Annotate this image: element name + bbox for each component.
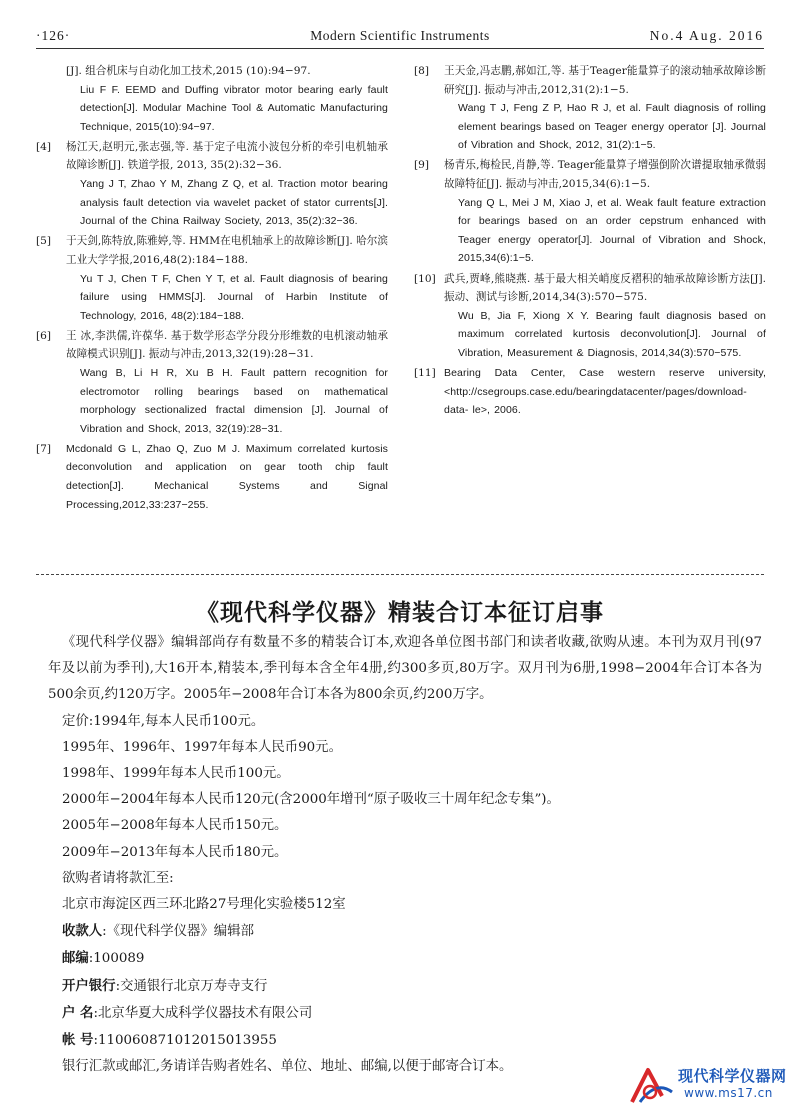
site-watermark xyxy=(626,1062,796,1108)
reference-number: [8] xyxy=(414,65,430,77)
journal-name: Modern Scientific Instruments xyxy=(310,28,490,43)
dashed-divider xyxy=(36,574,764,575)
payee-label: 收款人 xyxy=(62,923,103,940)
reference-number: [7] xyxy=(36,442,52,455)
price-line: 1998年、1999年每本人民币100元。 xyxy=(62,766,290,782)
remit-intro: 欲购者请将款汇至: xyxy=(62,870,174,886)
reference-entry xyxy=(414,62,766,155)
account-name-value: :北京华夏大成科学仪器技术有限公司 xyxy=(93,1005,313,1021)
subscription-notice xyxy=(48,630,762,1080)
watermark-logo-icon xyxy=(626,1062,676,1108)
reference-number: [11] xyxy=(414,367,436,379)
reference-number: [9] xyxy=(414,159,430,172)
reference-en: Liu F F. EEMD and Duffing vibrator motor bearing early fault detection[J]. Modular Machine Tool & Automatic Manufacturing Technique, 2015(10):94−97. xyxy=(80,83,388,133)
reference-number: [6] xyxy=(36,329,52,342)
page-number: ·126· xyxy=(36,28,71,43)
reference-zh: 武兵,贾峰,熊晓燕. 基于最大相关峭度反褶积的轴承故障诊断方法[J]. 振动、测试与诊断,2014,34(3):570−575. xyxy=(444,272,766,304)
payee-line xyxy=(48,918,762,945)
bank-label: 开户银行 xyxy=(62,977,116,994)
reference-en: Yang J T, Zhao Y M, Zhang Z Q, et al. Traction motor bearing analysis fault detection via wavelet packet of stator currents[J]. Journal of the China Railway Society, 2013, 35(2):32−36. xyxy=(80,178,388,228)
price-line: 2005年−2008年每本人民币150元。 xyxy=(62,818,288,834)
address-line: 北京市海淀区西三环北路27号理化实验楼512室 xyxy=(62,897,346,913)
reference-en: Yang Q L, Mei J M, Xiao J, et al. Weak fault feature extraction for bearings based on an order cepstrum enhanced with Teager energy operator[J]. Journal of Vibration and Shock, 2015,34(6):1−5. xyxy=(458,196,766,265)
price-line: 2009年−2013年每本人民币180元。 xyxy=(62,844,288,860)
bank-line xyxy=(48,973,762,1000)
reference-en: Mcdonald G L, Zhao Q, Zuo M J. Maximum correlated kurtosis deconvolution and application on gear tooth chip fault detection[J]. Mechanical Systems and Signal Processing,2012,33:237−255. xyxy=(66,442,388,511)
account-number-label: 帐 号 xyxy=(62,1032,94,1049)
reference-number xyxy=(36,62,66,136)
account-number-value: :110060871012015013955 xyxy=(93,1033,277,1049)
reference-zh: 杨江天,赵明元,张志强,等. 基于定子电流小波包分析的牵引电机轴承故障诊断[J]. 铁道学报, 2013, 35(2):32−36. xyxy=(66,140,388,172)
account-name-label: 户 名 xyxy=(62,1004,94,1021)
price-line: 定价:1994年,每本人民币100元。 xyxy=(62,713,265,729)
watermark-url: www.ms17.cn xyxy=(684,1086,773,1100)
reference-zh: [J]. 组合机床与自动化加工技术,2015 (10):94−97. xyxy=(66,65,311,77)
references-left-column xyxy=(36,62,388,516)
account-number-line xyxy=(48,1027,762,1054)
reference-entry xyxy=(36,232,388,325)
reference-number: [5] xyxy=(36,235,52,248)
reference-zh: 杨青乐,梅检民,肖静,等. Teager能量算子增强倒阶次谱提取轴承微弱故障特征[J]. 振动与冲击,2015,34(6):1−5. xyxy=(444,159,766,191)
price-line: 1995年、1996年、1997年每本人民币90元。 xyxy=(62,739,342,755)
postcode-value: :100089 xyxy=(88,951,145,967)
payee-value: :《现代科学仪器》编辑部 xyxy=(102,924,254,940)
reference-zh: 王天金,冯志鹏,郝如江,等. 基于Teager能量算子的滚动轴承故障诊断研究[J]. 振动与冲击,2012,31(2):1−5. xyxy=(444,65,766,96)
notice-title: 《现代科学仪器》精装合订本征订启事 xyxy=(196,599,604,626)
reference-entry xyxy=(36,138,388,231)
reference-entry xyxy=(36,440,388,514)
account-name-line xyxy=(48,1000,762,1027)
reference-en: Bearing Data Center, Case western reserve university, <http://csegroups.case.edu/bearingdatacenter/pages/download-data- le>, 2006. xyxy=(444,367,766,417)
references-right-column xyxy=(414,62,766,421)
bank-value: :交通银行北京万寿寺支行 xyxy=(115,978,268,994)
reference-en: Wang T J, Feng Z P, Hao R J, et al. Fault diagnosis of rolling element bearings based on Teager energy operator [J]. Journal of Vibration and Shock, 2012, 31(2):1−5. xyxy=(458,102,766,152)
reference-en: Wang B, Li H R, Xu B H. Fault pattern recognition for electromotor rolling bearings based on mathematical morphology sectionalized fractal dimension [J]. Journal of Vibration and Shock, 2013, 32(19):28−31. xyxy=(80,367,388,435)
reference-zh: 王 冰,李洪儒,许葆华. 基于数学形态学分段分形维数的电机滚动轴承故障模式识别[J]. 振动与冲击,2013,32(19):28−31. xyxy=(66,329,388,361)
price-line: 2000年−2004年每本人民币120元(含2000年增刊“原子吸收三十周年纪念专集”)。 xyxy=(62,792,560,808)
running-header xyxy=(36,22,764,49)
issue-info: No.4 Aug. 2016 xyxy=(649,28,764,43)
reference-entry xyxy=(36,62,388,136)
reference-entry xyxy=(36,327,388,439)
reference-entry xyxy=(414,364,766,420)
reference-entry xyxy=(414,156,766,268)
watermark-site-name: 现代科学仪器网 xyxy=(678,1067,787,1085)
closing-line: 银行汇款或邮汇,务请详告购者姓名、单位、地址、邮编,以便于邮寄合订本。 xyxy=(62,1059,513,1075)
postcode-line xyxy=(48,945,762,972)
reference-entry xyxy=(414,270,766,363)
postcode-label: 邮编 xyxy=(62,950,89,967)
reference-number: [10] xyxy=(414,272,436,285)
reference-number: [4] xyxy=(36,140,52,153)
reference-en: Yu T J, Chen T F, Chen Y T, et al. Fault diagnosis of bearing failure using HMMS[J]. Journal of Harbin Institute of Technology, 2016, 48(2):184−188. xyxy=(80,272,388,322)
reference-zh: 于天剑,陈特放,陈雅婷,等. HMM在电机轴承上的故障诊断[J]. 哈尔滨工业大学学报,2016,48(2):184−188. xyxy=(66,235,388,266)
notice-paragraph: 《现代科学仪器》编辑部尚存有数量不多的精装合订本,欢迎各单位图书部门和读者收藏,欲购从速。本刊为双月刊(97年及以前为季刊),大16开本,精装本,季刊每本含全年4册,约300多页,80万字。双月刊为6册,1998−2004年合订本各为500余页,约120万字。2005年−2008年合订本各为800余页,约200万字。 xyxy=(48,635,762,703)
reference-en: Wu B, Jia F, Xiong X Y. Bearing fault diagnosis based on maximum correlated kurtosis deconvolution[J]. Journal of Vibration, Measurement & Diagnosis, 2014,34(3):570−575. xyxy=(458,309,766,359)
